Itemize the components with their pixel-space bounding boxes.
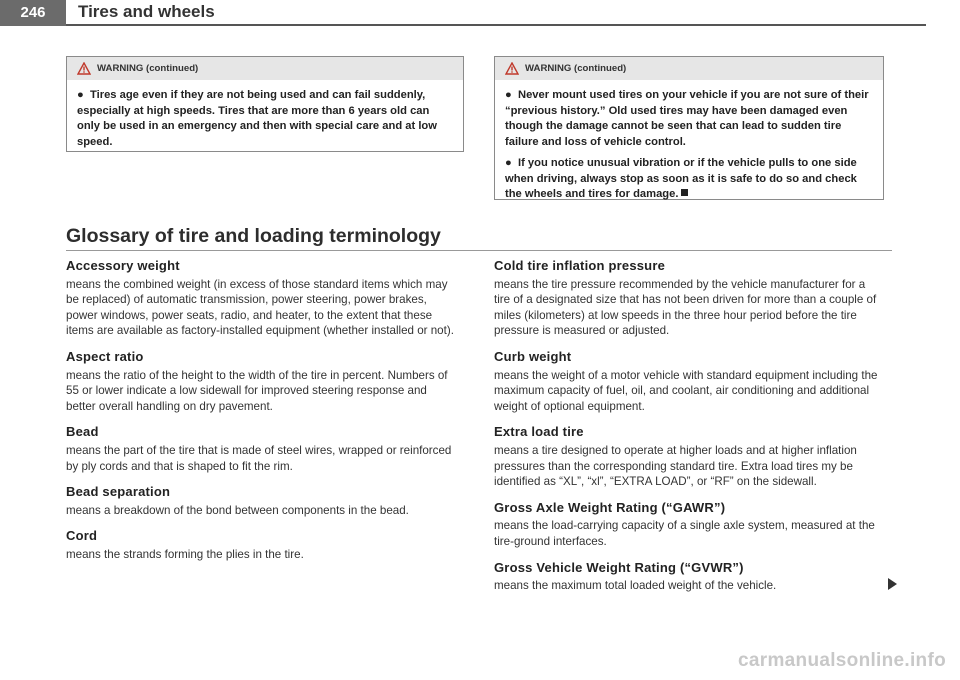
glossary-entry — [66, 258, 456, 339]
glossary-term: Cord — [66, 528, 98, 544]
warning-paragraph: ● If you notice unusual vibration or if the vehicle pulls to one side when driving, always stop as soon as it is safe to do so and check the wheels and tires for damage. — [505, 157, 857, 200]
glossary-definition: means the part of the tire that is made of steel wires, wrapped or reinforced by ply cords and that is shaped to fit the rim. — [66, 443, 452, 473]
glossary-term: Extra load tire — [494, 424, 584, 440]
glossary-term: Gross Vehicle Weight Rating (“GVWR”) — [494, 559, 744, 575]
warning-body — [495, 80, 883, 215]
glossary-entry — [494, 500, 884, 550]
glossary-term: Cold tire inflation pressure — [494, 258, 666, 273]
watermark: carmanualsonline.info — [738, 650, 946, 671]
glossary-definition: means the weight of a motor vehicle with standard equipment including the maximum capacity of fuel, oil, and coolant, air conditioning and additional weight of optional equipment. — [494, 368, 878, 413]
glossary-term: Curb weight — [494, 348, 572, 364]
glossary-definition: means a breakdown of the bond between components in the bead. — [66, 503, 409, 517]
glossary-term: Gross Axle Weight Rating (“GAWR”) — [494, 499, 726, 515]
glossary-definition: means the strands forming the plies in the tire. — [66, 547, 304, 561]
glossary-entry — [494, 424, 884, 489]
chapter-title: Tires and wheels — [78, 2, 215, 21]
glossary-definition: means the load-carrying capacity of a single axle system, measured at the tire-ground interfaces. — [494, 519, 875, 548]
warning-triangle-icon — [505, 62, 519, 75]
glossary-definition: means the tire pressure recommended by the vehicle manufacturer for a tire of a designated size that has not been driven for more than a couple of miles (kilometers) at low speeds in the three hour period before the tire pressure is measured or adjusted. — [494, 277, 877, 338]
glossary-definition: means a tire designed to operate at higher loads and at higher inflation pressures than the corresponding standard tire. Extra load tires my be identified as “XL”, “xl”, “EXTRA LOAD”, or “RF” on the sidewall. — [494, 443, 857, 489]
warning-header — [495, 57, 883, 80]
warning-heading: WARNING (continued) — [97, 63, 199, 74]
glossary-entry — [66, 349, 456, 414]
glossary-right-column — [494, 258, 884, 604]
end-square-icon — [681, 189, 688, 196]
warning-body — [67, 80, 463, 162]
section-title: Glossary of tire and loading terminology — [66, 225, 441, 247]
glossary-term: Bead — [66, 424, 99, 440]
warning-paragraph: ● Tires age even if they are not being used and can fail suddenly, especially at high speeds. Tires that are more than 6 years old can only be used in an emergency and then with special care and at low speed. — [77, 89, 437, 148]
glossary-definition: means the maximum total loaded weight of the vehicle. — [494, 579, 777, 593]
warning-paragraph: ● Never mount used tires on your vehicle if you are not sure of their “previous history.” Old used tires may have been damaged even though the damage cannot be seen that can lead to sudden tire failure and loss of vehicle control. — [505, 89, 869, 148]
section-rule — [66, 250, 892, 251]
warning-triangle-icon — [77, 62, 91, 75]
glossary-entry — [494, 560, 884, 594]
glossary-definition: means the combined weight (in excess of those standard items which may be replaced) of automatic transmission, power steering, power brakes, power windows, power seats, radio, and heater, to the extent that these items are available as factory-installed equipment (whether installed or not). — [66, 277, 454, 338]
glossary-term: Bead separation — [66, 484, 171, 500]
warning-heading: WARNING (continued) — [525, 63, 627, 74]
glossary-definition: means the ratio of the height to the width of the tire in percent. Numbers of 55 or lower indicate a low sidewall for improved steering response and better overall handling on dry pavement. — [66, 368, 448, 413]
glossary-entry — [494, 349, 884, 414]
warning-box-left — [66, 56, 464, 152]
continue-arrow-icon — [888, 578, 897, 590]
warning-box-right — [494, 56, 884, 200]
glossary-term: Accessory weight — [66, 258, 180, 273]
glossary-entry — [66, 424, 456, 474]
glossary-entry — [66, 528, 456, 562]
page-number: 246 — [0, 0, 66, 26]
header-rule — [66, 24, 926, 26]
glossary-entry — [66, 484, 456, 518]
glossary-entry — [494, 258, 884, 339]
glossary-term: Aspect ratio — [66, 348, 144, 364]
glossary-left-column — [66, 258, 456, 573]
warning-header — [67, 57, 463, 80]
